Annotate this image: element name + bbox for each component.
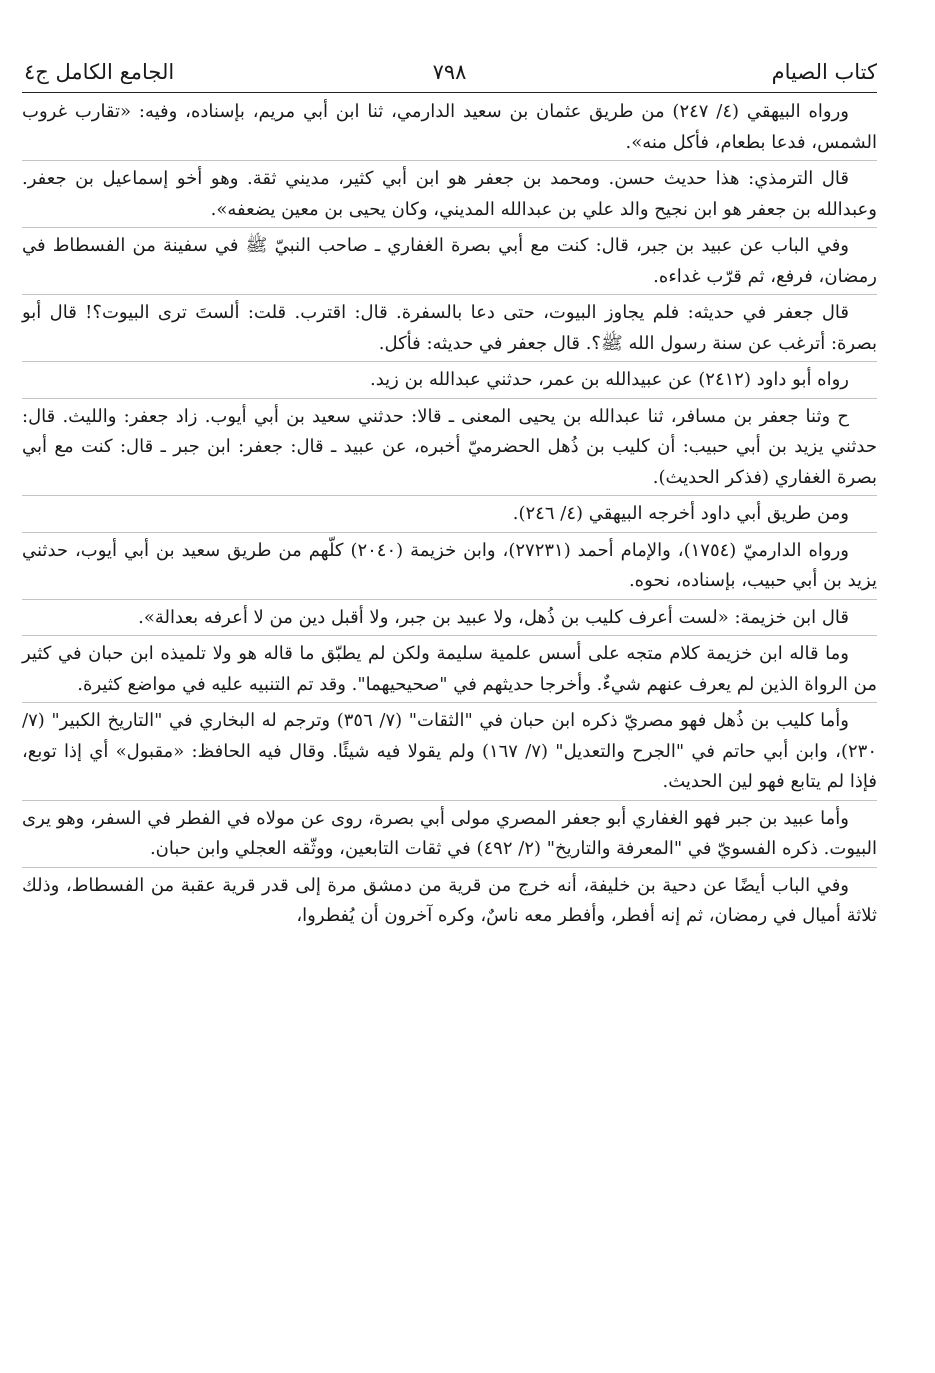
chapter-title: كتاب الصيام (771, 60, 877, 84)
paragraph-10: وما قاله ابن خزيمة كلام متجه على أسس علمية سليمة ولكن لم يطبّق ما قاله هو ولا تلميذه ابن حبان في كثير من الرواة الذين لم يعرف عنهم شيءٌ. وأخرجا حديثهم في "صحيحيهما". وقد تم التنبيه عليه في مواضع كثيرة. (22, 639, 877, 703)
book-title: الجامع الكامل ج٤ (24, 60, 175, 84)
paragraph-13: وفي الباب أيضًا عن دحية بن خليفة، أنه خرج من قرية من دمشق مرة إلى قدر قرية عقبة من الفسطاط، وذلك ثلاثة أميال في رمضان، ثم إنه أفطر، وأفطر معه ناسٌ، وكره آخرون أن يُفطروا، (22, 874, 877, 926)
paragraph-5: رواه أبو داود (٢٤١٢) عن عبيدالله بن عمر، حدثني عبدالله بن زيد. (22, 365, 877, 399)
paragraph-9: قال ابن خزيمة: «لست أعرف كليب بن ذُهل، ولا عبيد بن جبر، ولا أقبل دين من لا أعرفه بعدالة». (22, 603, 877, 637)
paragraph-1: ورواه البيهقي (٤/ ٢٤٧) من طريق عثمان بن سعيد الدارمي، ثنا ابن أبي مريم، بإسناده، وفيه: «تقارب غروب الشمس، فدعا بطعام، فأكل منه». (22, 97, 877, 161)
paragraph-3: وفي الباب عن عبيد بن جبر، قال: كنت مع أبي بصرة الغفاري ـ صاحب النبيّ ﷺ في سفينة من الفسطاط في رمضان، فرفع، ثم قرّب غداءه. (22, 231, 877, 295)
page-number: ٧٩٨ (432, 60, 467, 84)
paragraph-4: قال جعفر في حديثه: فلم يجاوز البيوت، حتى دعا بالسفرة. قال: اقترب. قلت: ألستَ ترى البيوت؟! قال أبو بصرة: أترغب عن سنة رسول الله ﷺ؟. قال جعفر في حديثه: فأكل. (22, 298, 877, 362)
paragraph-11: وأما كليب بن ذُهل فهو مصريّ ذكره ابن حبان في "الثقات" (٧/ ٣٥٦) وترجم له البخاري في "التاريخ الكبير" (٧/ ٢٣٠)، وابن أبي حاتم في "الجرح والتعديل" (٧/ ١٦٧) ولم يقولا فيه شيئًا. وقال فيه الحافظ: «مقبول» أي إذا توبع، فإذا لم يتابع فهو لين الحديث. (22, 706, 877, 801)
paragraph-12: وأما عبيد بن جبر فهو الغفاري أبو جعفر المصري مولى أبي بصرة، روى عن مولاه في الفطر في السفر، وهو يرى البيوت. ذكره الفسويّ في "المعرفة والتاريخ" (٢/ ٤٩٢) في ثقات التابعين، ووثّقه العجلي وابن حبان. (22, 804, 877, 868)
page-body (22, 93, 877, 934)
paragraph-6: ح وثنا جعفر بن مسافر، ثنا عبدالله بن يحيى المعنى ـ قالا: حدثني سعيد بن أبي أيوب. زاد جعفر: والليث. قال: حدثني يزيد بن أبي حبيب: أن كليب بن ذُهل الحضرميّ أخبره، عن عبيد ـ قال: جعفر: ابن جبر ـ قال: كنت مع أبي بصرة الغفاري (فذكر الحديث). (22, 402, 877, 497)
page-header (22, 52, 877, 93)
book-page (22, 52, 877, 937)
paragraph-8: ورواه الدارميّ (١٧٥٤)، والإمام أحمد (٢٧٢٣١)، وابن خزيمة (٢٠٤٠) كلّهم من طريق سعيد بن أبي أيوب، حدثني يزيد بن أبي حبيب، بإسناده، نحوه. (22, 536, 877, 600)
paragraph-7: ومن طريق أبي داود أخرجه البيهقي (٤/ ٢٤٦). (22, 499, 877, 533)
paragraph-2: قال الترمذي: هذا حديث حسن. ومحمد بن جعفر هو ابن أبي كثير، مديني ثقة. وهو أخو إسماعيل بن جعفر. وعبدالله بن جعفر هو ابن نجيح والد علي بن عبدالله المديني، وكان يحيى بن معين يضعفه». (22, 164, 877, 228)
